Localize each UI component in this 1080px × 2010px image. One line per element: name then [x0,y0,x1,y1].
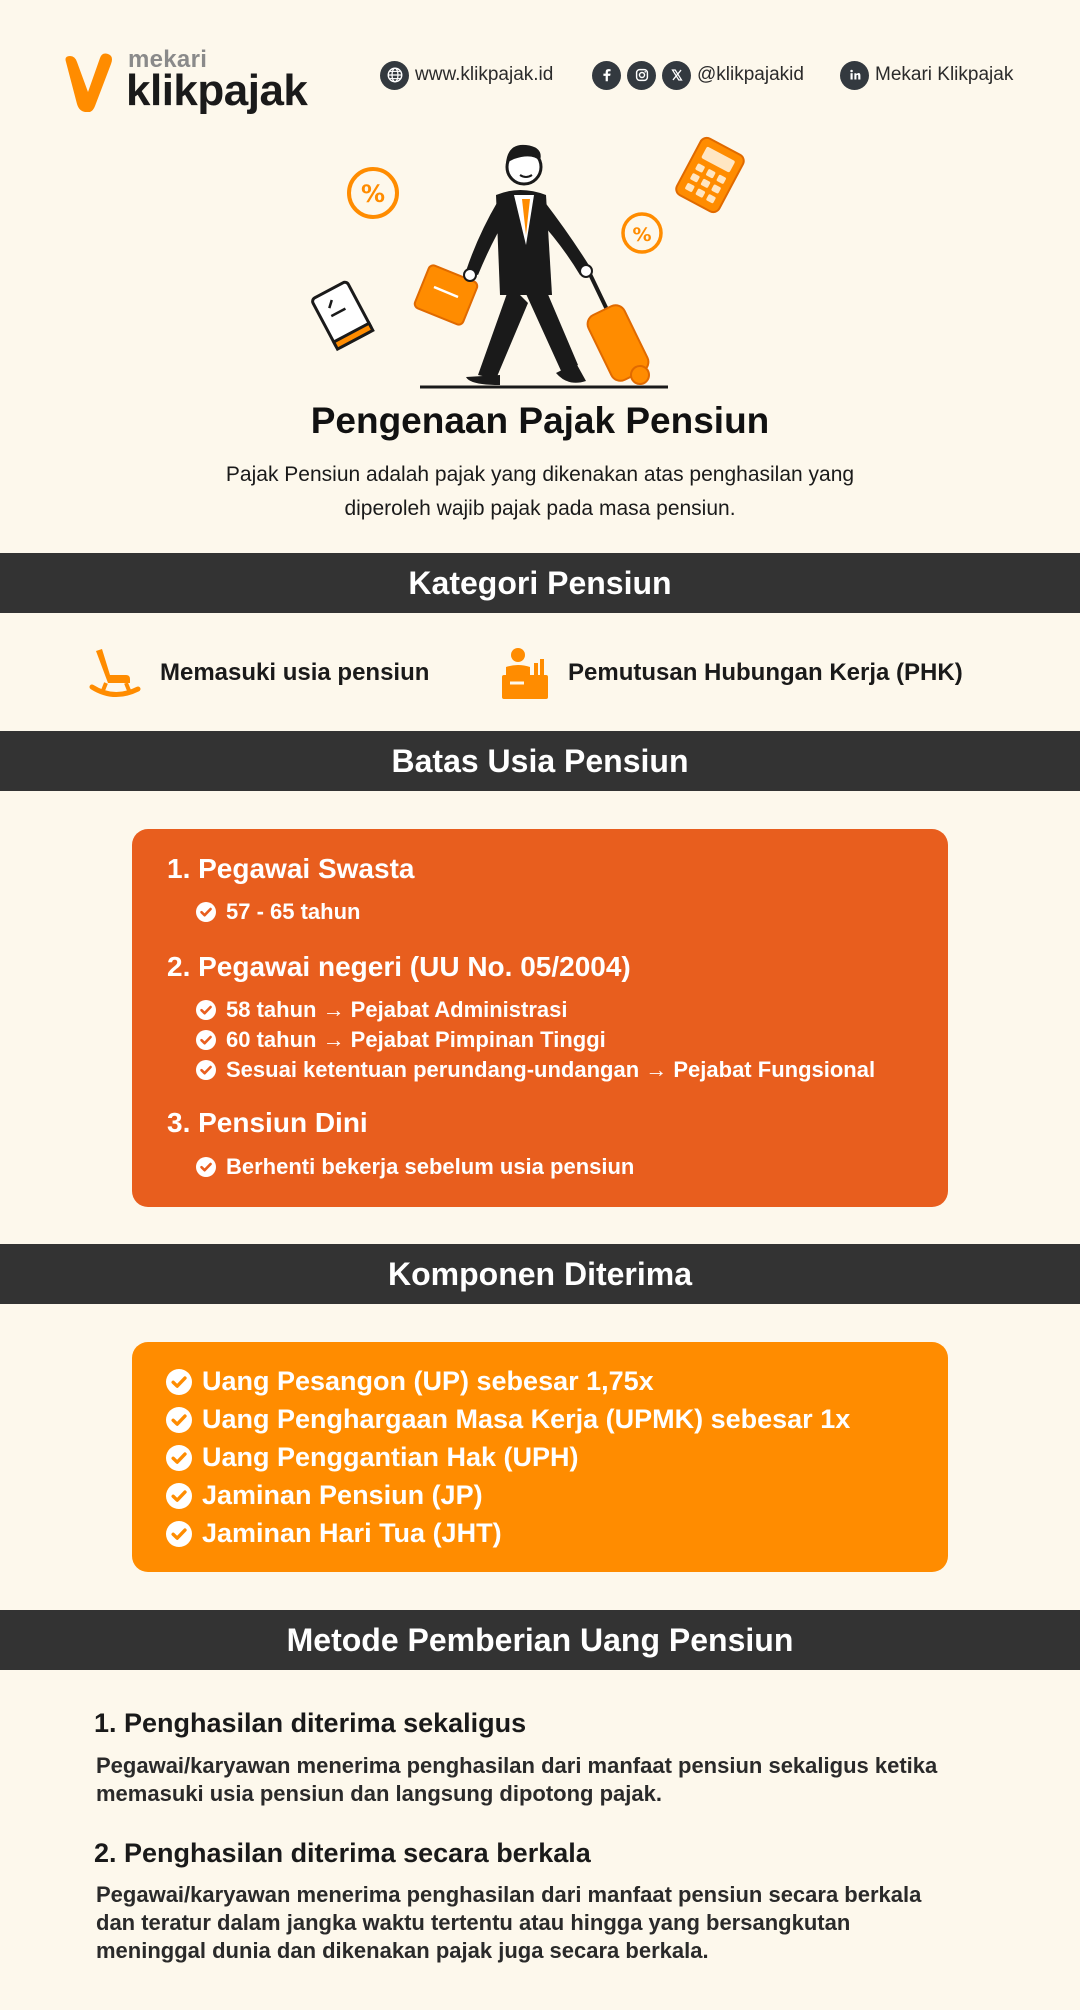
website-link[interactable] [380,60,553,90]
social-handle-link[interactable] [592,60,804,90]
category-label: Pemutusan Hubungan Kerja (PHK) [568,659,963,686]
components-box [132,1342,948,1572]
svg-text:%: % [360,180,386,208]
list-item [166,1442,579,1473]
check-circle-icon [166,1369,192,1395]
section-header-kategori: Kategori Pensiun [0,553,1080,613]
page-subtitle [0,458,1080,526]
list-item-text: 57 - 65 tahun [226,899,361,924]
method-description-line: dan teratur dalam jangka waktu tertentu atau hingga yang bersangkutan [96,1910,851,1935]
x-twitter-icon[interactable] [662,61,691,90]
category-item-phk [500,645,963,701]
list-item-text: Jaminan Pensiun (JP) [202,1480,483,1510]
check-circle-icon [196,1060,216,1080]
check-circle-icon [196,1000,216,1020]
subtitle-line: Pajak Pensiun adalah pajak yang dikenakan atas penghasilan yang [225,463,855,486]
logo-product-text: klikpajak [126,66,308,115]
check-circle-icon [166,1521,192,1547]
list-item-text: Uang Penggantian Hak (UPH) [202,1442,579,1472]
method-title: 2. Penghasilan diterima secara berkala [94,1838,591,1868]
rolling-suitcase-icon [584,270,652,384]
group-title: 3. Pensiun Dini [167,1107,368,1138]
linkedin-text: Mekari Klikpajak [875,64,1014,85]
checkmark-logo-icon [60,48,116,112]
group-title: 2. Pegawai negeri (UU No. 05/2004) [167,951,631,982]
calculator-icon [674,135,746,214]
social-handle-text: @klikpajakid [697,64,804,85]
logo-company-text: mekari [128,46,208,73]
list-item-text: Berhenti bekerja sebelum usia pensiun [226,1154,635,1179]
check-circle-icon [166,1407,192,1433]
method-description-line: Pegawai/karyawan menerima penghasilan dari manfaat pensiun secara berkala [96,1882,922,1907]
businessman-figure [464,145,592,385]
retirement-age-box [132,829,948,1207]
method-description [96,1752,996,1808]
website-text: www.klikpajak.id [415,64,554,85]
list-item-text: 58 tahun → Pejabat Administrasi [226,997,568,1022]
method-description-line: meninggal dunia dan dikenakan pajak juga secara berkala. [96,1938,709,1963]
svg-text:%: % [632,224,652,246]
section-header-metode: Metode Pemberian Uang Pensiun [0,1610,1080,1670]
check-circle-icon [166,1445,192,1471]
check-circle-icon [196,1030,216,1050]
check-circle-icon [196,1157,216,1177]
list-item [166,1404,850,1435]
list-item-text: 60 tahun → Pejabat Pimpinan Tinggi [226,1027,606,1052]
subtitle-line: diperoleh wajib pajak pada masa pensiun. [344,497,736,520]
method-title: 1. Penghasilan diterima sekaligus [94,1708,527,1738]
rocking-chair-icon [88,645,142,701]
layoff-box-icon [500,645,550,701]
method-description-line: Pegawai/karyawan menerima penghasilan dari manfaat pensiun sekaligus ketika [96,1753,938,1778]
percent-icon [623,214,661,252]
linkedin-link[interactable] [840,60,1013,90]
category-item-retirement-age [88,645,429,701]
list-item-text: Jaminan Hari Tua (JHT) [202,1518,502,1548]
page-title: Pengenaan Pajak Pensiun [310,400,770,441]
globe-icon [380,61,409,90]
method-description-line: memasuki usia pensiun dan langsung dipotong pajak. [96,1781,662,1806]
list-item-text: Uang Penghargaan Masa Kerja (UPMK) sebesar 1x [202,1404,851,1434]
percent-icon [349,169,397,217]
check-circle-icon [166,1483,192,1509]
list-item [166,1480,483,1511]
section-header-komponen: Komponen Diterima [0,1244,1080,1304]
list-item [166,1366,654,1397]
instagram-icon[interactable] [627,61,656,90]
list-item [196,1057,875,1083]
header [0,0,1080,140]
linkedin-icon [840,61,869,90]
list-item [196,997,568,1023]
book-icon [311,281,373,349]
method-description [96,1881,996,1965]
list-item [196,899,360,925]
list-item-text: Uang Pesangon (UP) sebesar 1,75x [202,1366,654,1396]
facebook-icon[interactable] [592,61,621,90]
category-label: Memasuki usia pensiun [160,659,430,686]
businessman-walking-illustration [300,135,780,395]
klikpajak-logo[interactable] [60,44,330,124]
list-item [196,1154,634,1180]
list-item [166,1518,502,1549]
list-item [196,1027,606,1053]
list-item-text: Sesuai ketentuan perundang-undangan → Pejabat Fungsional [226,1057,876,1082]
group-title: 1. Pegawai Swasta [167,853,415,884]
section-header-batas-usia: Batas Usia Pensiun [0,731,1080,791]
check-circle-icon [196,902,216,922]
